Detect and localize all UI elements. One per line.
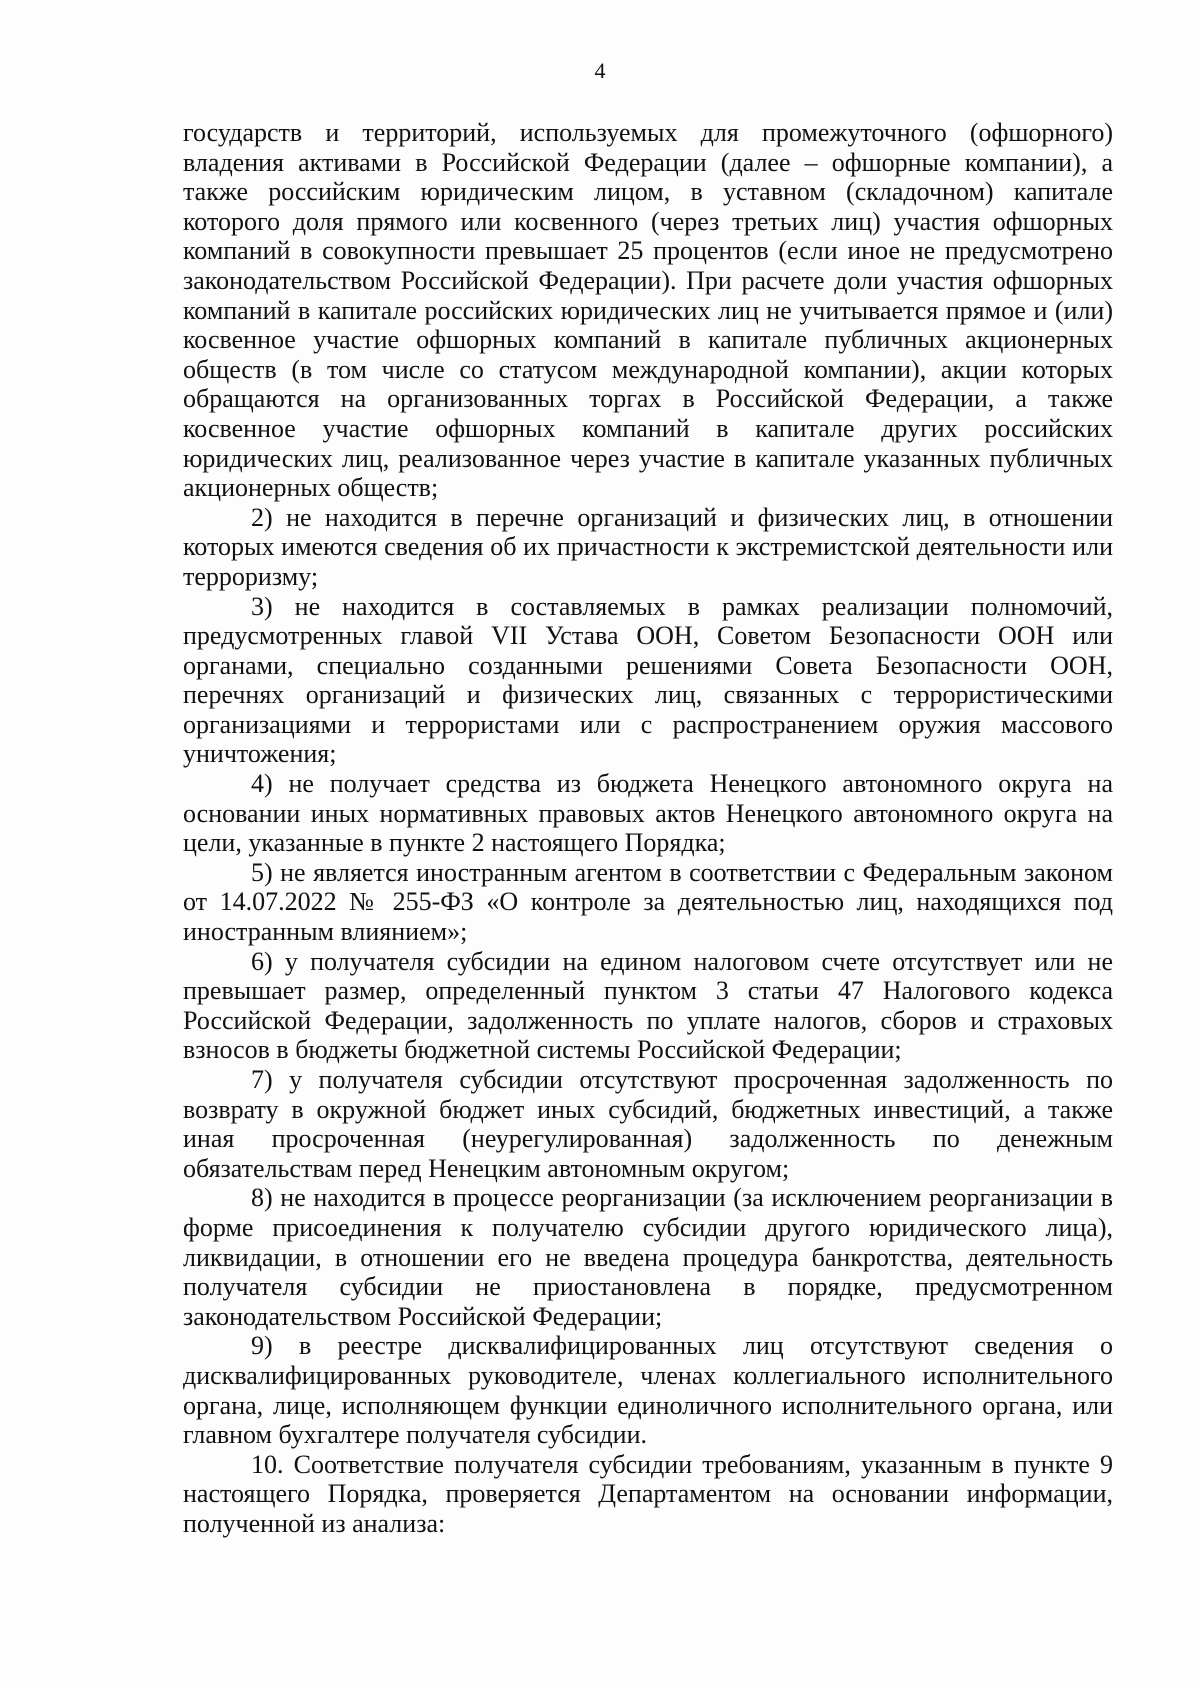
paragraph-item-8: 8) не находится в процессе реорганизации (за исключением реорганизации в форме присоединения к получателю субсидии другого юридического лица), ликвидации, в отношении его не введена процедура банкротства, деятельность получателя субсидии не приостановлена в порядке, предусмотренном законодательством Российской Федерации; xyxy=(183,1183,1113,1331)
paragraph-item-2: 2) не находится в перечне организаций и физических лиц, в отношении которых имеются сведения об их причастности к экстремистской деятельности или терроризму; xyxy=(183,502,1113,591)
page-number: 4 xyxy=(594,58,606,83)
paragraph-item-4: 4) не получает средства из бюджета Ненецкого автономного округа на основании иных нормативных правовых актов Ненецкого автономного округа на цели, указанные в пункте 2 настоящего Порядка; xyxy=(183,769,1113,858)
paragraph-item-9: 9) в реестре дисквалифицированных лиц отсутствуют сведения о дисквалифицированных руководителе, членах коллегиального исполнительного органа, лице, исполняющем функции единоличного исполнительного органа, или главном бухгалтере получателя субсидии. xyxy=(183,1331,1113,1450)
document-body xyxy=(183,118,1113,1539)
paragraph-item-3: 3) не находится в составляемых в рамках реализации полномочий, предусмотренных главой VII Устава ООН, Советом Безопасности ООН или органами, специально созданными решениями Совета Безопасности ООН, перечнях организаций и физических лиц, связанных с террористическими организациями и террористами или с распространением оружия массового уничтожения; xyxy=(183,591,1113,769)
paragraph-item-6: 6) у получателя субсидии на едином налоговом счете отсутствует или не превышает размер, определенный пунктом 3 статьи 47 Налогового кодекса Российской Федерации, задолженность по уплате налогов, сборов и страховых взносов в бюджеты бюджетной системы Российской Федерации; xyxy=(183,946,1113,1065)
paragraph-continuation: государств и территорий, используемых для промежуточного (офшорного) владения активами в Российской Федерации (далее – офшорные компании), а также российским юридическим лицом, в уставном (складочном) капитале которого доля прямого или косвенного (через третьих лиц) участия офшорных компаний в совокупности превышает 25 процентов (если иное не предусмотрено законодательством Российской Федерации). При расчете доли участия офшорных компаний в капитале российских юридических лиц не учитывается прямое и (или) косвенное участие офшорных компаний в капитале публичных акционерных обществ (в том числе со статусом международной компании), акции которых обращаются на организованных торгах в Российской Федерации, а также косвенное участие офшорных компаний в капитале других российских юридических лиц, реализованное через участие в капитале указанных публичных акционерных обществ; xyxy=(183,118,1113,503)
paragraph-section-10: 10. Соответствие получателя субсидии требованиям, указанным в пункте 9 настоящего Порядка, проверяется Департаментом на основании информации, полученной из анализа: xyxy=(183,1449,1113,1538)
paragraph-item-5: 5) не является иностранным агентом в соответствии с Федеральным законом от 14.07.2022 № 255-ФЗ «О контроле за деятельностью лиц, находящихся под иностранным влиянием»; xyxy=(183,857,1113,947)
paragraph-item-7: 7) у получателя субсидии отсутствуют просроченная задолженность по возврату в окружной бюджет иных субсидий, бюджетных инвестиций, а также иная просроченная (неурегулированная) задолженность по денежным обязательствам перед Ненецким автономным округом; xyxy=(183,1065,1113,1183)
